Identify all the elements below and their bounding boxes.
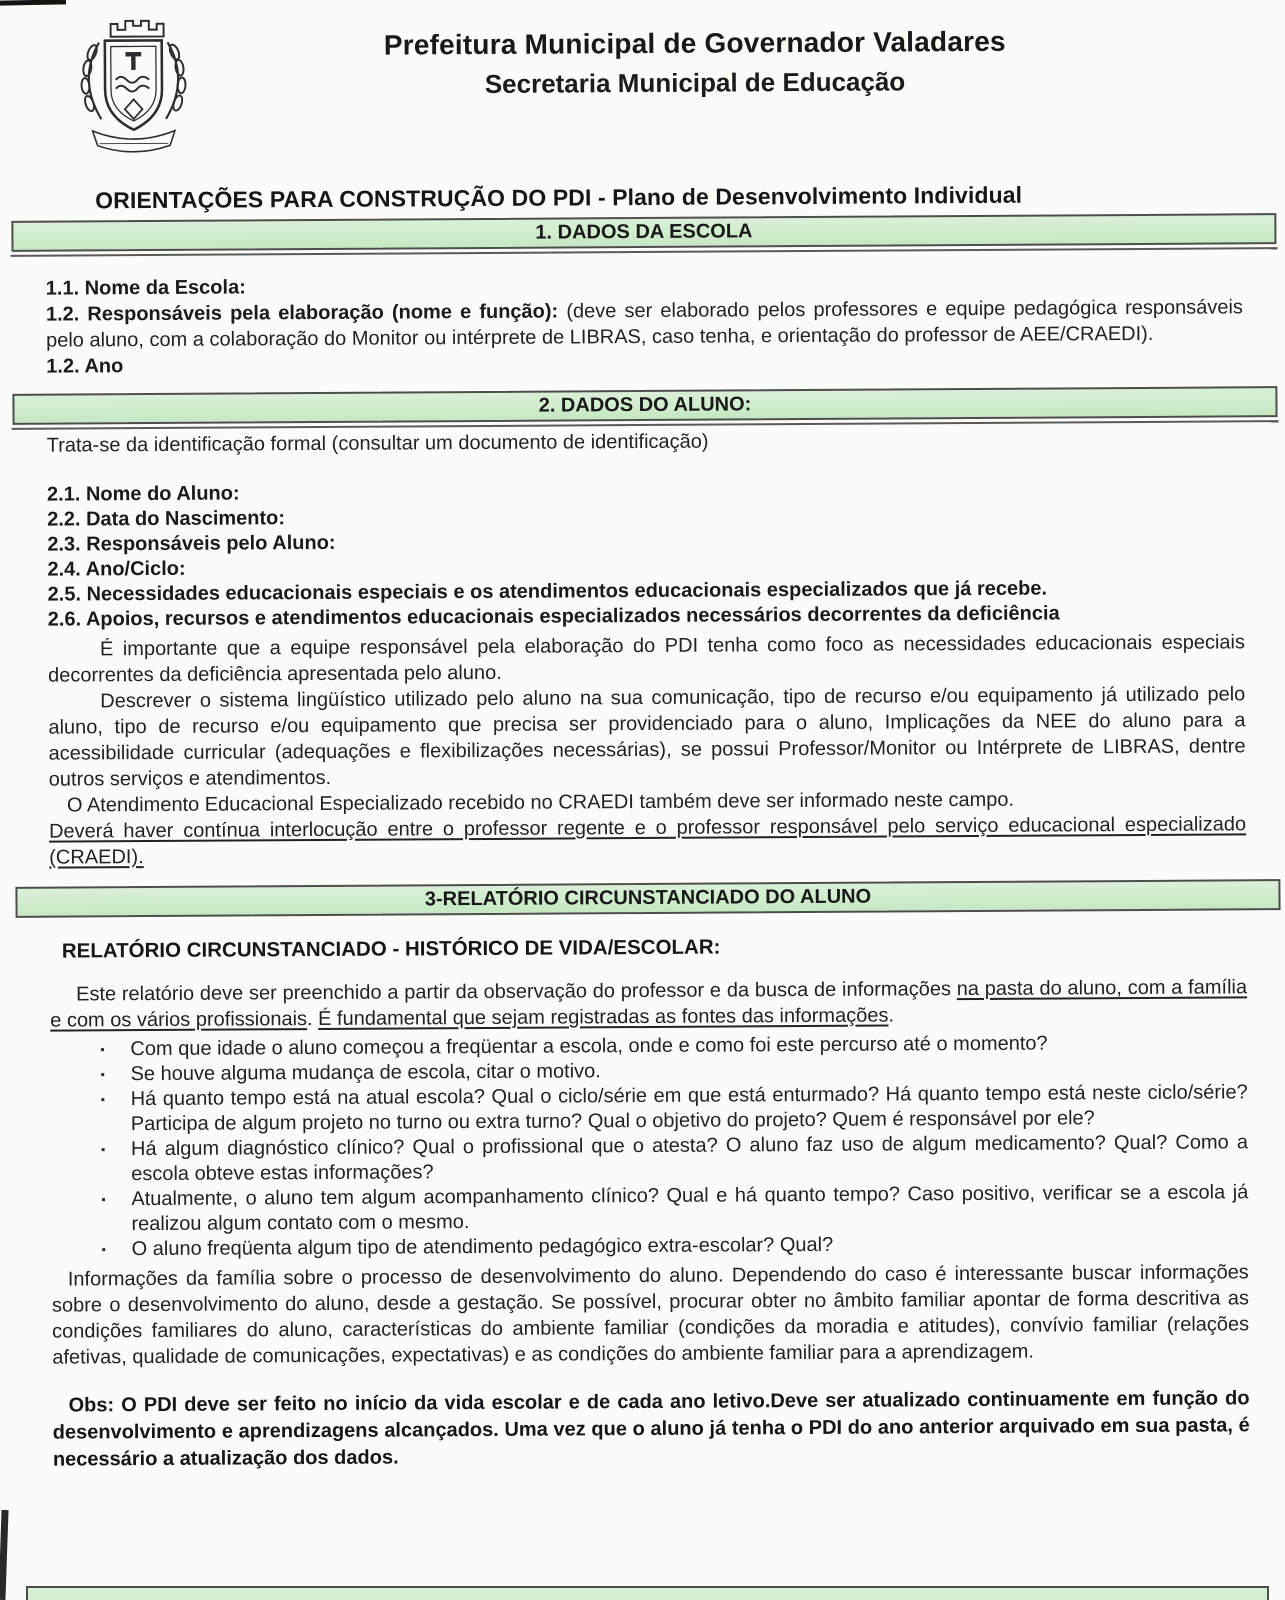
section-3-header-label: 3-RELATÓRIO CIRCUNSTANCIADO DO ALUNO: [424, 885, 872, 911]
relatorio-subtitle: RELATÓRIO CIRCUNSTANCIADO - HISTÓRICO DE VIDA/ESCOLAR:: [61, 935, 721, 963]
section-2-header-label: 2. DADOS DO ALUNO:: [538, 393, 752, 417]
square-bullet-icon: ▪: [101, 1192, 106, 1207]
relatorio-intro: Este relatório deve ser preenchido a partir da observação do professor e da busca de informações na pasta do aluno, com a família e com os vários profissionais. É fundamental que sejam registradas as fontes das informações.: [50, 976, 1248, 1032]
document-header: [44, 2, 1242, 167]
dept-name: Secretaria Municipal de Educação: [484, 66, 906, 99]
item-2-1: 2.1. Nome do Aluno:: [46, 482, 240, 506]
scan-artifact-bottom: [0, 1510, 9, 1600]
next-section-bar-cutoff: [26, 1586, 1269, 1600]
item-2-6: 2.6. Apoios, recursos e atendimentos educacionais especializados necessários decorrentes da deficiência: [47, 602, 1060, 631]
org-name: Prefeitura Municipal de Governador Valadares: [383, 25, 1006, 61]
bullet-item: ▪ Atualmente, o aluno tem algum acompanhamento clínico? Qual e há quanto tempo? Caso positivo, verificar se a escola já realizou algum contato com o mesmo.: [51, 1180, 1248, 1237]
item-2-3: 2.3. Responsáveis pelo Aluno:: [47, 531, 336, 556]
para-descrever: Descrever o sistema lingüístico utilizado pelo aluno na sua comunicação, tipo de recurso e/ou equipamento já utilizado pelo aluno, tipo de recurso e/ou equipamento que precisa ser providenciado para o aluno, Implicações da NEE do aluno para a acessibilidade curricular (adequações e flexibilizações necessárias), se possui Professor/Monitor ou Intérprete de LIBRAS, dentre outros serviços e atendimentos.: [48, 683, 1246, 791]
obs-paragraph: Obs: O PDI deve ser feito no início da vida escolar e de cada ano letivo.Deve ser atualizado continuamente em função do desenvolvimento e aprendizagens alcançados. Uma vez que o aluno já tenha o PDI do ano anterior arquivado em sua pasta, é necessário a atualização dos dados.: [52, 1387, 1250, 1471]
org-block: [208, 2, 1242, 101]
square-bullet-icon: ▪: [101, 1242, 106, 1257]
relatorio-bullet-list: [50, 1030, 1248, 1262]
coat-of-arms-icon: [58, 11, 209, 164]
item-1-1: 1.1. Nome da Escola:: [45, 276, 246, 300]
bullet-item: ▪ O aluno freqüenta algum tipo de atendimento pedagógico extra-escolar? Qual?: [52, 1230, 1249, 1262]
bullet-item: ▪ Há quanto tempo está na atual escola? Qual o ciclo/série em que está enturmado? Há quanto tempo está neste ciclo/série? Participa de algum projeto no turno ou extra turno? Qual o objetivo do projeto? Quem é responsável por ele?: [51, 1080, 1248, 1137]
bullet-item: ▪ Há algum diagnóstico clínico? Qual o profissional que o atesta? O aluno faz uso de algum medicamento? Qual? Como a escola obteve estas informações?: [51, 1130, 1248, 1187]
bullet-item: ▪ Se houve alguma mudança de escola, citar o motivo.: [50, 1055, 1247, 1087]
section-1-header-bar: [11, 213, 1276, 252]
para-foco: É importante que a equipe responsável pela elaboração do PDI tenha como foco as necessidades educacionais especiais decorrentes da deficiência apresentada pelo aluno.: [48, 631, 1246, 687]
item-2-5: 2.5. Necessidades educacionais especiais e os atendimentos educacionais especializados que já recebe.: [47, 577, 1048, 606]
section-1-body: [46, 268, 1244, 379]
section-3-header-bar: [15, 879, 1280, 918]
square-bullet-icon: ▪: [100, 1092, 106, 1107]
item-1-2-ano: 1.2. Ano: [46, 355, 124, 378]
para-interlocucao: Deverá haver contínua interlocução entre o professor regente e o professor responsável pelo serviço educacional especializado (CRAEDI).: [49, 813, 1247, 869]
square-bullet-icon: ▪: [100, 1042, 105, 1057]
item-2-2: 2.2. Data do Nascimento:: [47, 507, 286, 531]
section-2-items: [47, 475, 1245, 632]
bullet-item: ▪ Com que idade o aluno começou a freqüentar a escola, onde e como foi este percurso até o momento?: [50, 1030, 1247, 1062]
item-1-2: 1.2. Responsáveis pela elaboração (nome e função): (deve ser elaborado pelos professores e equipe pedagógica responsáveis pelo aluno, com a colaboração do Monitor ou intérprete de LIBRAS, caso tenha, e orientação do professor de AEE/CRAEDI).: [45, 296, 1243, 352]
para-craedi: O Atendimento Educacional Especializado recebido no CRAEDI também deve ser informado neste campo.: [66, 788, 1015, 817]
square-bullet-icon: ▪: [100, 1067, 105, 1082]
section-2-header-bar: [12, 386, 1277, 425]
document-title: ORIENTAÇÕES PARA CONSTRUÇÃO DO PDI - Plano de Desenvolvimento Individual: [95, 181, 1023, 214]
square-bullet-icon: ▪: [100, 1142, 106, 1157]
family-info-paragraph: Informações da família sobre o processo de desenvolvimento do aluno. Dependendo do caso é interessante buscar informações sobre o desenvolvimento do aluno, desde a gestação. Se possível, procurar obter no âmbito familiar apontar de forma descritiva as condições familiares do aluno, características do ambiente familiar (condições da moradia e atitudes), convívio familiar (relações afetivas, qualidade de comunicações, expectativas) e as condições do ambiente familiar para a aprendizagem.: [51, 1261, 1250, 1369]
item-2-4: 2.4. Ano/Ciclo:: [47, 557, 186, 581]
section-2-intro: Trata-se da identificação formal (consultar um documento de identificação): [46, 430, 709, 457]
section-1-header-label: 1. DADOS DA ESCOLA: [535, 220, 753, 244]
section-2-paragraphs: [48, 629, 1246, 870]
